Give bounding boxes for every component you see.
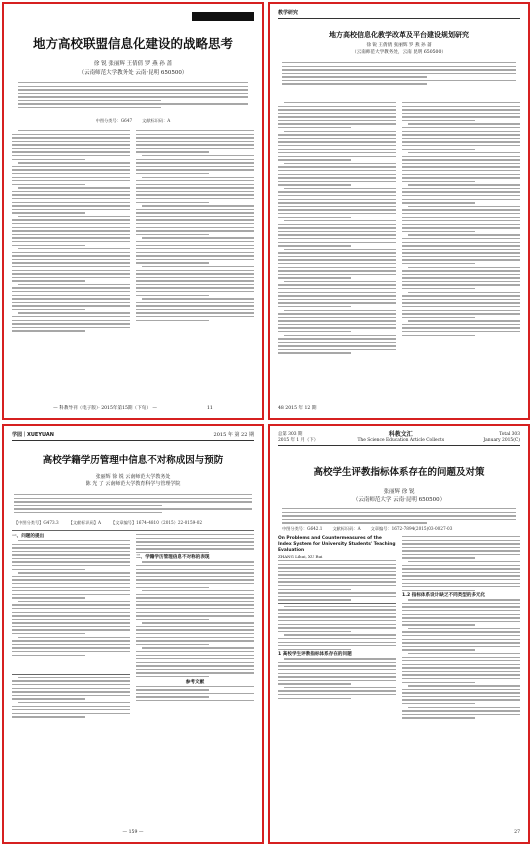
page-footer (278, 830, 520, 836)
body-column-right (402, 536, 520, 826)
journal-english-name: The Science Education Article Collects (357, 438, 445, 443)
abstract-block (14, 494, 252, 515)
meta-divider (12, 530, 254, 531)
volume-left: 总第 303 期 (278, 432, 303, 437)
journal-footer: — 科教导刊（电子版）· 2015年第15期（下旬） — (53, 406, 157, 411)
class-number: 【中图分类号】G473.3 (14, 520, 59, 525)
author-line-1: 张丽辉 徐 锐 云南师范大学教务处 (95, 474, 171, 480)
date-left: 2015 年 1 月（下） (278, 438, 319, 443)
section-heading-2: 1.2 指标体系设计缺乏不同类型的多元化 (402, 593, 486, 599)
author-line-2: 陈 光 了 云南师范大学教育科学与管理学院 (85, 481, 181, 487)
class-number: 中图分类号：G647 (95, 118, 133, 123)
article-affiliation: （云南师范大学教务处 云南·昆明 650500） (78, 70, 188, 76)
body-column-left (12, 130, 130, 392)
class-number: 中图分类号：G642.1 (282, 526, 323, 531)
page-footer (12, 830, 254, 836)
article-title: 高校学生评教指标体系存在的问题及对策 (313, 467, 485, 478)
english-authors: ZHANG Lihui, XU Rui (278, 554, 323, 559)
article-page-4 (268, 424, 530, 844)
article-affiliation: （云南师范大学教务处，云南 昆明 650500） (352, 50, 446, 55)
body-column-left (278, 536, 396, 826)
journal-masthead: 科教文汇 (388, 431, 413, 438)
body-columns (278, 536, 520, 826)
date-right: January 2015(C) (483, 438, 520, 443)
body-column-right (136, 130, 254, 392)
author-block (12, 474, 254, 488)
section-heading-1: 1 高校学生评教指标体系存在的问题 (278, 652, 352, 658)
journal-footer: 48 2015 年 12 期 (278, 406, 317, 411)
abstract-block (18, 82, 248, 111)
body-column-left (278, 102, 396, 402)
page-footer (278, 406, 520, 412)
article-title: 地方高校联盟信息化建设的战略思考 (32, 36, 233, 51)
article-affiliation: （云南师范大学 云南·昆明 650500） (352, 497, 446, 503)
body-column-right (402, 102, 520, 402)
article-page-3 (2, 424, 264, 844)
classification-row (12, 118, 254, 124)
classification-row (282, 526, 516, 532)
article-title: 地方高校信息化教学改革及平台建设规划研究 (329, 31, 469, 39)
article-number: 文章编号：1672-7894(2015)03-0027-03 (370, 526, 453, 531)
body-column-left (12, 534, 130, 819)
volume-right: Total 303 (499, 432, 520, 437)
body-columns (12, 534, 254, 819)
running-header (12, 432, 254, 441)
article-title: 高校学籍学历管理中信息不对称成因与预防 (42, 455, 224, 466)
english-title: On Problems and Countermeasures of the Index System for University Students' Teaching Evaluation (278, 536, 396, 553)
doc-code: 文献标识码：A (142, 118, 171, 123)
section-label: 教学研究 (278, 10, 299, 16)
body-columns (12, 130, 254, 392)
body-columns (278, 102, 520, 402)
journal-header (278, 432, 520, 446)
article-authors: 徐 锐 张丽辉 王倩倩 罗 燕 孙 蔷 (93, 61, 173, 67)
running-header (278, 10, 520, 19)
doc-code: 文献标识码：A (332, 526, 361, 531)
section-heading-1: 一、问题的提出 (12, 534, 45, 539)
doc-code: 【文献标识码】A (68, 520, 101, 525)
issue-label: 2015 年 第 22 期 (213, 432, 254, 438)
section-heading-2: 二、学籍学历管理信息不对称的表现 (136, 555, 210, 561)
body-column-right (136, 534, 254, 819)
article-authors: 张丽辉 徐 锐 (383, 489, 415, 495)
page-number: 27 (514, 830, 520, 835)
page-number: — 159 — (122, 830, 144, 835)
article-page-1 (2, 2, 264, 420)
abstract-block (282, 508, 516, 526)
article-number: 【文章编号】1674-4810（2015）22-0159-02 (111, 520, 203, 525)
references-heading: 参考文献 (185, 679, 205, 685)
classification-row (14, 520, 252, 526)
article-page-2 (268, 2, 530, 420)
journal-brand: 学园｜XUEYUAN (12, 432, 54, 438)
header-black-bar (192, 12, 254, 21)
abstract-block (282, 62, 516, 87)
article-authors: 徐 锐 王倩倩 张丽辉 罗 燕 孙 蔷 (366, 43, 432, 48)
page-footer (12, 406, 254, 412)
page-number: 11 (206, 406, 213, 411)
